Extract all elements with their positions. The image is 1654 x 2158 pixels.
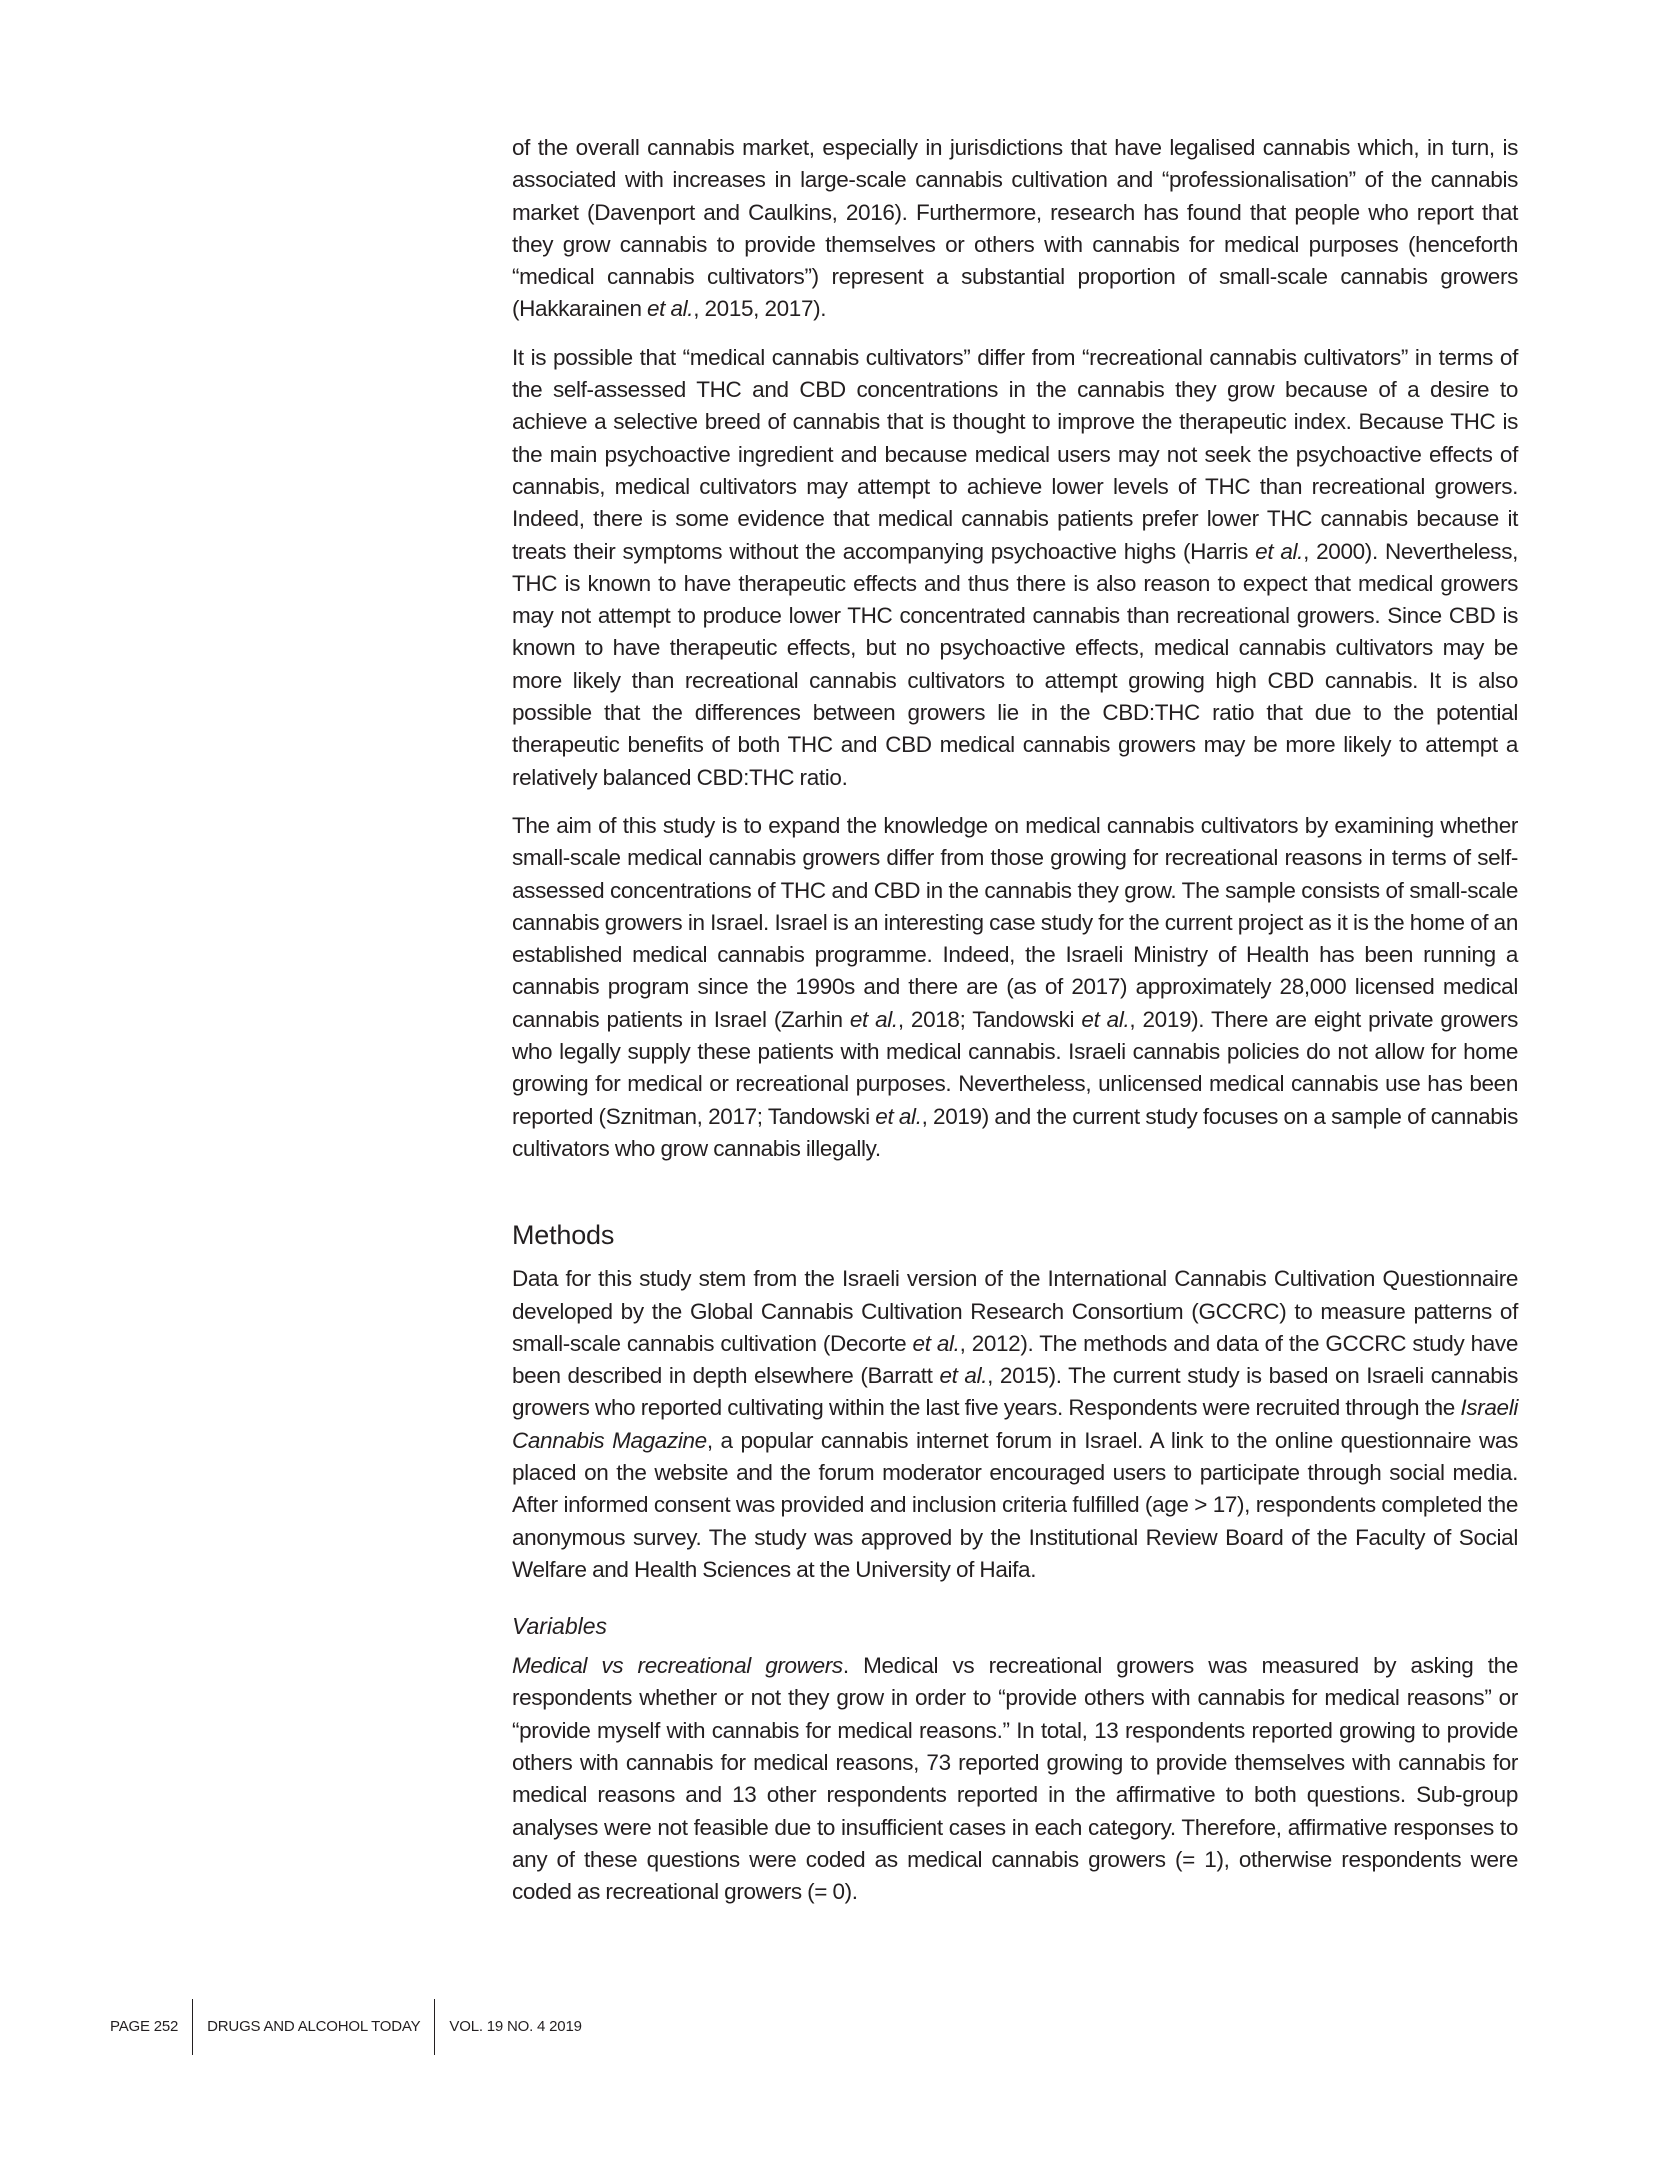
italic-run: et al. [849, 1006, 898, 1032]
italic-run: et al. [1255, 538, 1304, 564]
paragraph-hypotheses: It is possible that “medical cannabis cultivators” differ from “recreational cannabis cultivators” in terms of the self-assessed THC and CBD concentrations in the cannabis they grow because of a desire to achieve a selective breed of cannabis that is thought to improve the therapeutic index. Because THC is the main psychoactive ingredient and because medical users may not seek the psychoactive effects of cannabis, medical cultivators may attempt to achieve lower levels of THC than recreational growers. Indeed, there is some evidence that medical cannabis patients prefer lower THC cannabis because it treats their symptoms without the accompanying psychoactive highs (Harris et al., 2000). Nevertheless, THC is known to have therapeutic effects and thus there is also reason to expect that medical growers may not attempt to produce lower THC concentrated cannabis than recreational growers. Since CBD is known to have therapeutic effects, but no psychoactive effects, medical cannabis cultivators may be more likely than recreational cannabis cultivators to attempt growing high CBD cannabis. It is also possible that the differences between growers lie in the CBD:THC ratio that due to the potential therapeutic benefits of both THC and CBD medical cannabis growers may be more likely to attempt a relatively balanced CBD:THC ratio. [512, 344, 1518, 790]
paragraph-methods-data: Data for this study stem from the Israeli version of the International Cannabis Cultivation Questionnaire developed by the Global Cannabis Cultivation Research Consortium (GCCRC) to measure patterns of small-scale cannabis cultivation (Decorte et al., 2012). The methods and data of the GCCRC study have been described in depth elsewhere (Barratt et al., 2015). The current study is based on Israeli cannabis growers who reported cultivating within the last five years. Respondents were recruited through the Israeli Cannabis Magazine, a popular cannabis internet forum in Israel. A link to the online questionnaire was placed on the website and the forum moderator encouraged users to participate through social media. After informed consent was provided and inclusion criteria fulfilled (age > 17), respondents completed the anonymous survey. The study was approved by the Institutional Review Board of the Faculty of Social Welfare and Health Sciences at the University of Haifa. [512, 1266, 1518, 1582]
italic-run: et al. [1081, 1006, 1130, 1032]
italic-run: et al. [912, 1330, 960, 1356]
italic-run: et al. [939, 1363, 988, 1389]
page-footer [110, 2006, 596, 2048]
italic-run: Medical vs recreational growers [512, 1653, 843, 1679]
footer-page-number: PAGE 252 [110, 2018, 179, 2035]
paragraph-market-context: of the overall cannabis market, especially in jurisdictions that have legalised cannabis which, in turn, is associated with increases in large-scale cannabis cultivation and “professionalisation” of the cannabis market (Davenport and Caulkins, 2016). Furthermore, research has found that people who report that they grow cannabis to provide themselves or others with cannabis for medical purposes (henceforth “medical cannabis cultivators”) represent a substantial proportion of small-scale cannabis growers (Hakkarainen et al., 2015, 2017). [512, 135, 1518, 322]
paragraph-study-aim: The aim of this study is to expand the knowledge on medical cannabis cultivators by examining whether small-scale medical cannabis growers differ from those growing for recreational reasons in terms of self-assessed concentrations of THC and CBD in the cannabis they grow. The sample consists of small-scale cannabis growers in Israel. Israel is an interesting case study for the current project as it is the home of an established medical cannabis programme. Indeed, the Israeli Ministry of Health has been running a cannabis program since the 1990s and there are (as of 2017) approximately 28,000 licensed medical cannabis patients in Israel (Zarhin et al., 2018; Tandowski et al., 2019). There are eight private growers who legally supply these patients with medical cannabis. Israeli cannabis policies do not allow for home growing for medical or recreational purposes. Nevertheless, unlicensed medical cannabis use has been reported (Sznitman, 2017; Tandowski et al., 2019) and the current study focuses on a sample of cannabis cultivators who grow cannabis illegally. [512, 812, 1519, 1161]
paragraph-variables-medical-vs-recreational: Medical vs recreational growers. Medical vs recreational growers was measured by asking the respondents whether or not they grow in order to “provide others with cannabis for medical reasons” or “provide myself with cannabis for medical reasons.” In total, 13 respondents reported growing to provide others with cannabis for medical reasons, 73 reported growing to provide themselves with cannabis for medical reasons and 13 other respondents reported in the affirmative to both questions. Sub-group analyses were not feasible due to insufficient cases in each category. Therefore, affirmative responses to any of these questions were coded as medical cannabis growers (= 1), otherwise respondents were coded as recreational growers (= 0). [512, 1653, 1518, 1905]
italic-run: et al. [647, 296, 694, 322]
methods-heading: Methods [512, 1220, 615, 1251]
article-body [512, 132, 1518, 1925]
italic-run: Israeli Cannabis Magazine [512, 1395, 1518, 1453]
variables-heading: Variables [512, 1613, 608, 1640]
footer-volume-issue: VOL. 19 NO. 4 2019 [449, 2018, 582, 2035]
italic-run: et al. [875, 1103, 922, 1129]
footer-journal-name: DRUGS AND ALCOHOL TODAY [207, 2018, 421, 2035]
